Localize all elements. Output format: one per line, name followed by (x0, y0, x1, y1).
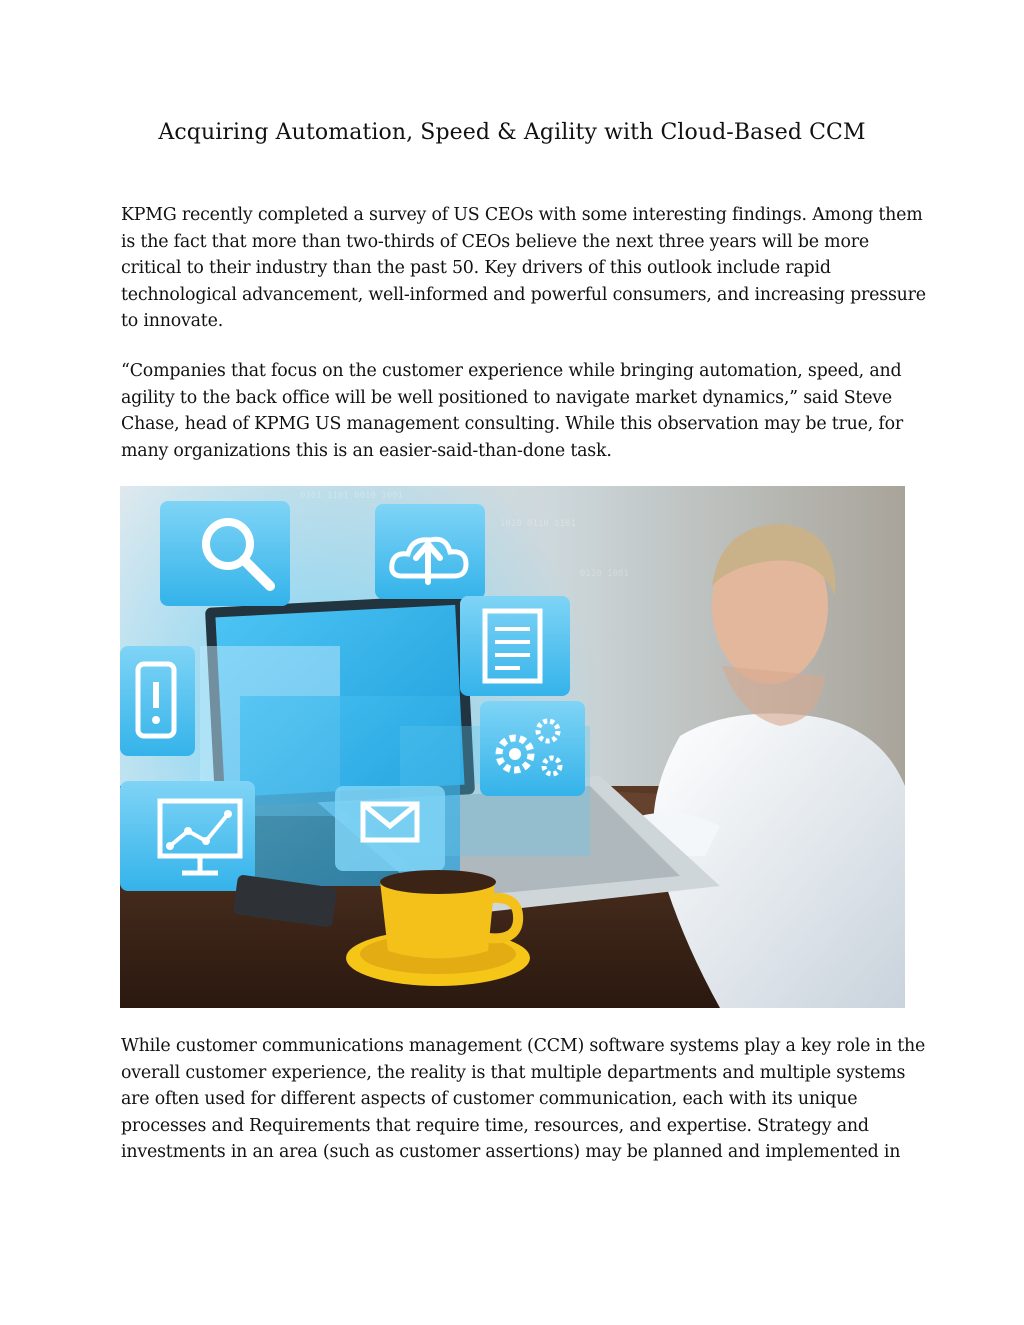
hero-image (120, 486, 905, 1008)
paragraph-line: While customer communications management (CCM) software systems play a key role in the (121, 1036, 926, 1056)
paragraph-intro (121, 202, 926, 335)
email-icon (335, 786, 445, 871)
search-icon (160, 501, 290, 606)
paragraph-quote (121, 358, 911, 464)
paragraph-line: “Companies that focus on the customer experience while bringing automation, speed, and (121, 361, 902, 381)
document-icon (460, 596, 570, 696)
paragraph-line: critical to their industry than the past 50. Key drivers of this outlook include rapid (121, 258, 831, 279)
paragraph-line: to innovate. (121, 311, 224, 332)
paragraph-line: agility to the back office will be well positioned to navigate market dynamics,” said Steve (121, 387, 893, 408)
cloud-upload-icon (375, 504, 485, 599)
gears-icon (480, 701, 585, 796)
paragraph-line: is the fact that more than two-thirds of CEOs believe the next three years will be more (121, 231, 869, 252)
mobile-alert-icon (120, 646, 195, 756)
paragraph-line: investments in an area (such as customer assertions) may be planned and implemented in (121, 1142, 901, 1163)
paragraph-line: many organizations this is an easier-said-than-done task. (121, 440, 612, 461)
svg-text:1010 0110 1101: 1010 0110 1101 (500, 519, 576, 529)
paragraph-line: technological advancement, well-informed and powerful consumers, and increasing pressure (121, 284, 926, 305)
page-title: Acquiring Automation, Speed & Agility with Cloud-Based CCM (158, 120, 866, 145)
paragraph-line: overall customer experience, the reality is that multiple departments and multiple systems (121, 1062, 906, 1083)
paragraph-line: are often used for different aspects of customer communication, each with its unique (121, 1089, 858, 1110)
paragraph-line: KPMG recently completed a survey of US CEOs with some interesting findings. Among them (121, 205, 923, 225)
paragraph-line: processes and Requirements that require time, resources, and expertise. Strategy and (121, 1115, 869, 1136)
svg-text:0101 1101 0010 1001: 0101 1101 0010 1001 (300, 491, 403, 501)
paragraph-ccm (121, 1033, 926, 1166)
line-chart-icon (120, 781, 255, 891)
paragraph-line: Chase, head of KPMG US management consulting. While this observation may be true, for (121, 414, 904, 435)
svg-text:0110 1001: 0110 1001 (580, 569, 629, 579)
